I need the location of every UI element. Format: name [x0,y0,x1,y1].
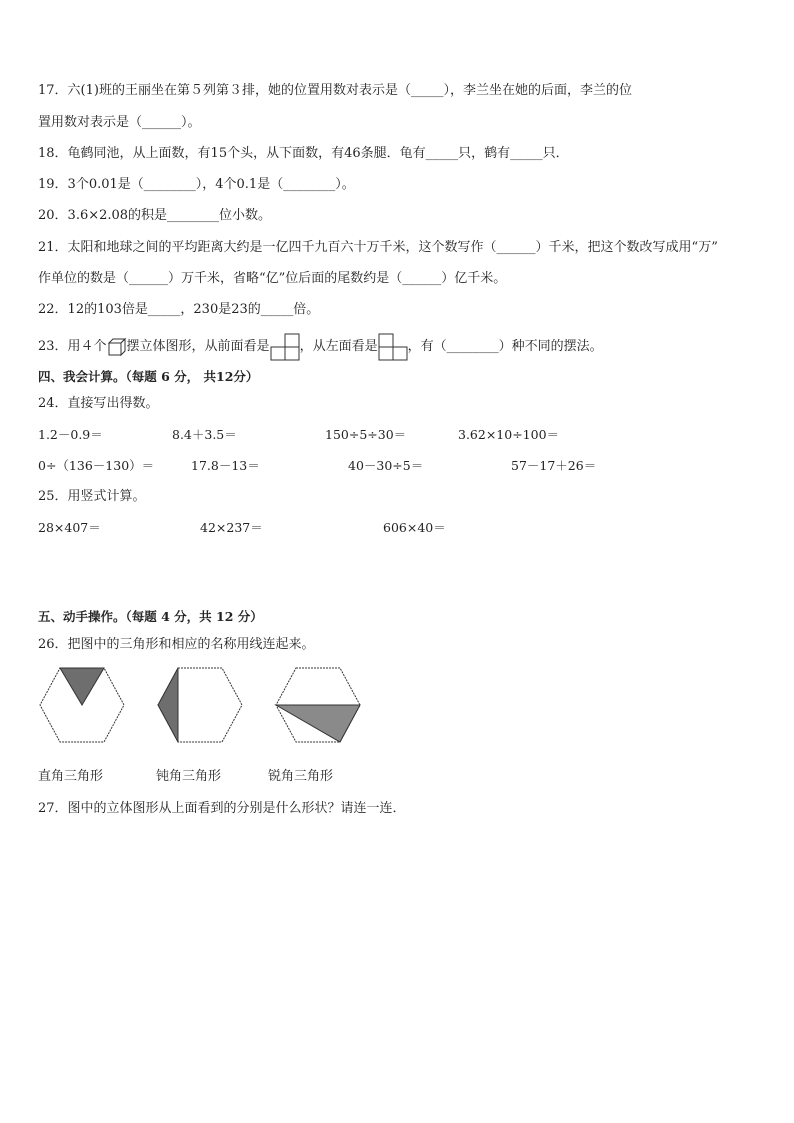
calc-item: 40－30÷5＝ [348,458,424,473]
question-18: 18．龟鹤同池，从上面数，有15个头，从下面数，有46条腿．龟有_____只，鹤有_____只． [38,146,569,161]
calc-item: 606×40＝ [383,520,446,535]
triangle-label-right: 直角三角形 [38,769,104,784]
left-view-grid-icon [378,333,408,361]
triangle-label-obtuse: 钝角三角形 [156,769,222,784]
question-17-line-1: 17．六(1)班的王丽坐在第５列第３排，她的位置用数对表示是（_____），李兰坐在她的后面，李兰的位 [38,83,632,98]
calc-item: 57－17＋26＝ [511,458,597,473]
question-19: 19．3个0.01是（________），4个0.1是（________）。 [38,177,355,192]
question-22: 22．12的103倍是_____，230是23的_____倍。 [38,302,320,317]
calc-item: 0÷（136－130）＝ [38,458,155,473]
question-20: 20．3.6×2.08的积是________位小数。 [38,208,272,223]
calc-item: 42×237＝ [200,520,263,535]
question-27: 27．图中的立体图形从上面看到的分别是什么形状？请连一连． [38,801,406,816]
question-23-part-a: 23．用４个 [38,339,107,354]
question-23 [38,333,603,361]
section-5-title: 五、动手操作。（每题 4 分，共 12 分） [38,609,263,624]
hexagon-figure-2 [156,666,244,744]
question-21-line-1: 21．太阳和地球之间的平均距离大约是一亿四千九百六十万千米，这个数写作（______）千米，把这个数改写成用“万” [38,240,718,255]
hexagon-figure-3 [274,666,362,744]
calc-item: 3.62×10÷100＝ [458,427,560,442]
calc-item: 28×407＝ [38,520,101,535]
calc-item: 1.2－0.9＝ [38,427,103,442]
triangle-label-acute: 锐角三角形 [268,769,334,784]
calc-item: 150÷5÷30＝ [325,427,407,442]
question-23-part-d: ，有（________）种不同的摆法。 [407,339,603,354]
question-23-part-c: ，从左面看是 [299,339,378,354]
section-4-title: 四、我会计算。（每题 6 分， 共12分） [38,369,259,384]
front-view-grid-icon [270,333,300,361]
question-25: 25．用竖式计算。 [38,489,146,504]
calc-item: 8.4＋3.5＝ [172,427,237,442]
question-24: 24．直接写出得数。 [38,396,159,411]
question-17-line-2: 置用数对表示是（______）。 [38,115,201,130]
cube-icon [107,337,127,357]
question-23-part-b: 摆立体图形，从前面看是 [126,339,270,354]
calc-item: 17.8－13＝ [191,458,260,473]
question-26: 26．把图中的三角形和相应的名称用线连起来。 [38,637,315,652]
question-21-line-2: 作单位的数是（______）万千米，省略“亿”位后面的尾数约是（______）亿千米。 [38,271,507,286]
hexagon-figure-1 [38,666,126,744]
